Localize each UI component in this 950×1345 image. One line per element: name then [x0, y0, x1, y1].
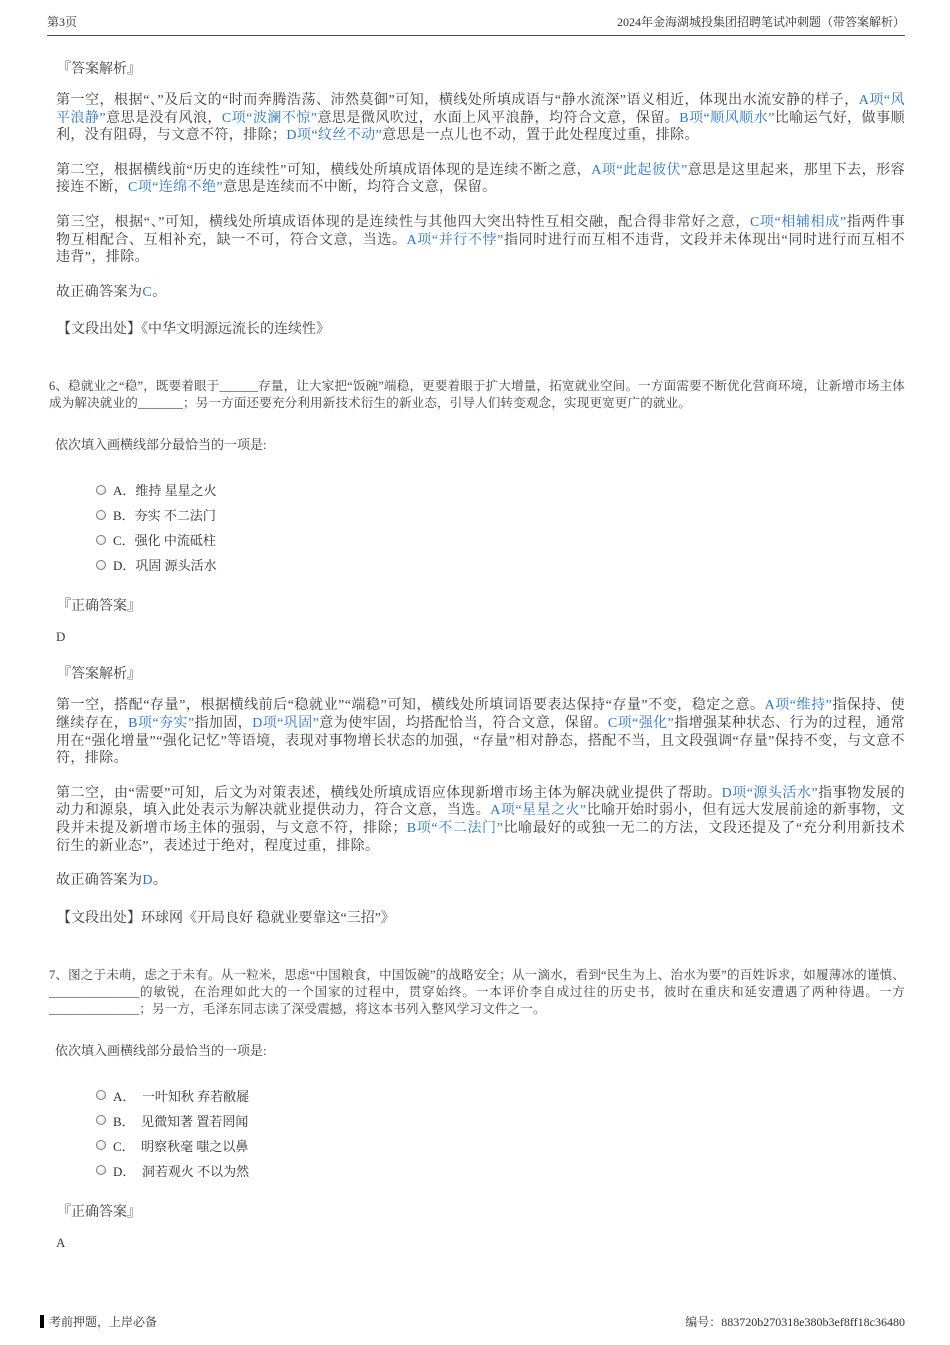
accent-text: C项“相辅相成” — [749, 214, 847, 230]
footer-bar-icon — [40, 1315, 44, 1328]
accent-text: A项“风平浪静” — [56, 93, 905, 126]
text-run: 意为使牢固，均搭配恰当，符合文意，保留。 — [319, 715, 608, 731]
analysis-q6-blank2 — [47, 785, 905, 855]
text-run: 意思是连续而不中断，均符合文意，保留。 — [222, 180, 497, 196]
text-run: 。 — [152, 873, 168, 889]
accent-text: C项“波澜不惊” — [221, 110, 318, 126]
question-6-prompt — [47, 434, 905, 453]
text-run: 指增强某种状态、行为的过程，通常用在“强化增量”“强化记忆”等语境，表现对事物增长状态的加强，“存量”相对静态，搭配不当，且文段强调“存量”保持不变，与文意不符，排除。 — [56, 715, 906, 767]
analysis-q5-blank2 — [47, 162, 905, 197]
radio-icon[interactable] — [96, 510, 106, 520]
accent-text: D — [142, 873, 153, 889]
accent-text: B项“顺风顺水” — [679, 110, 775, 126]
question-7-options — [47, 1083, 905, 1183]
text-run: 依次填入画横线部分最恰当的一项是: — [55, 1042, 267, 1058]
text-run: 。 — [152, 284, 167, 300]
page-footer — [40, 1313, 905, 1330]
radio-icon[interactable] — [96, 1090, 106, 1100]
text-run: 【文段出处】《中华文明源远流长的连续性》 — [57, 322, 330, 338]
question-6-options — [47, 477, 905, 577]
accent-text: D项“巩固” — [252, 715, 320, 731]
source-q5 — [47, 318, 905, 338]
document-body — [0, 36, 950, 1251]
footer-slogan — [40, 1313, 157, 1330]
option-A[interactable] — [96, 1083, 905, 1108]
option-label: C． 明察秋毫 嗤之以鼻 — [113, 1138, 249, 1154]
option-label: C．强化 中流砥柱 — [113, 533, 216, 549]
text-run: 比喻运气好，做事顺利，没有阻碍，与文意不符，排除； — [56, 110, 906, 144]
accent-text: C项“强化” — [607, 715, 675, 731]
radio-icon[interactable] — [96, 535, 106, 545]
text-run: 依次填入画横线部分最恰当的一项是: — [55, 437, 267, 453]
text-run: 第一空，搭配“存量”，根据横线前后“稳就业”“端稳”可知，横线处所填词语要表达保持“存量”不变，稳定之意。 — [56, 698, 765, 714]
text-run: 意思是这里起来，那里下去，形容接连不断， — [56, 162, 905, 196]
correct-answer-label-q6 — [47, 595, 905, 615]
accent-text: A项“此起彼伏” — [591, 162, 688, 178]
option-C[interactable] — [96, 527, 905, 552]
text-run: 比喻最好的或独一无二的方法，文段还提及了“充分利用新技术衍生的新业态”，表述过于绝对，程度过重，排除。 — [56, 820, 906, 854]
accent-text: A项“并行不悖” — [406, 232, 504, 248]
document-serial: 编号：883720b270318e380b3ef8ff18c36480 — [685, 1315, 905, 1329]
text-run: 第三空，根据“、”可知，横线处所填成语体现的是连续性与其他四大突出特性互相交融，配合得非常好之意， — [56, 214, 750, 230]
text-run: 『答案解析』 — [57, 667, 141, 683]
text-run: 指同时进行而互相不违背，文段并未体现出“同时进行而互相不违背”，排除。 — [56, 232, 905, 266]
source-q6 — [47, 907, 905, 927]
text-run: A — [56, 1234, 66, 1250]
page-header — [0, 0, 950, 36]
conclusion-q5 — [47, 284, 905, 302]
analysis-label-q6 — [47, 663, 905, 683]
correct-answer-q7 — [47, 1235, 905, 1251]
option-B[interactable] — [96, 1108, 905, 1133]
analysis-q6-blank1 — [47, 697, 905, 767]
footer-slogan-text: 考前押题，上岸必备 — [49, 1315, 158, 1329]
text-run: 第一空，根据“、”及后文的“时而奔腾浩荡、沛然莫御”可知，横线处所填成语与“静水流深”语义相近，体现出水流安静的样子， — [56, 93, 859, 108]
option-A[interactable] — [96, 477, 905, 502]
radio-icon[interactable] — [96, 560, 106, 570]
text-run: 7、图之于未萌，虑之于未有。从一粒米，思虑“中国粮食，中国饭碗”的战略安全；从一滴水，看到“民生为上、治水为要”的百姓诉求，如履薄冰的谨慎、______________的敏锐，在治理如此大的一个国家的过程中，贯穿始终。一本评价李自成过往的历史书，彼时在重庆和延安遭遇了两种待遇。一方______________；另一方，毛泽东同志读了深受震撼，将这本书列入整风学习文件之一。 — [49, 967, 905, 1016]
text-run: 意思是一点儿也不动，置于此处程度过重，排除。 — [382, 128, 699, 144]
text-run: 第二空，根据横线前“历史的连续性”可知，横线处所填成语体现的是连续不断之意， — [56, 162, 592, 178]
text-run: D — [56, 629, 66, 645]
text-run: 指加固， — [194, 715, 253, 731]
option-B[interactable] — [96, 502, 905, 527]
text-run: 意思是微风吹过，水面上风平浪静，均符合文意，保留。 — [317, 110, 680, 126]
accent-text: D项“纹丝不动” — [286, 128, 383, 144]
option-label: B． 见微知著 置若罔闻 — [113, 1113, 249, 1129]
radio-icon[interactable] — [96, 485, 106, 495]
conclusion-q6 — [47, 872, 905, 890]
text-run: 比喻开始时弱小，但有远大发展前途的新事物，文段并未提及新增市场主体的强弱，与文意不符，排除； — [56, 803, 905, 836]
document-title: 2024年金海湖城投集团招聘笔试冲刺题（带答案解析） — [616, 15, 905, 29]
accent-text: B项“不二法门” — [406, 820, 504, 836]
question-6-stem — [47, 378, 905, 412]
option-D[interactable] — [96, 1158, 905, 1183]
question-7-prompt — [47, 1040, 905, 1059]
option-label: D． 洞若观火 不以为然 — [113, 1163, 250, 1179]
text-run: 『正确答案』 — [57, 599, 141, 615]
option-label: B．夯实 不二法门 — [113, 508, 216, 524]
correct-answer-label-q7 — [47, 1201, 905, 1221]
option-label: D．巩固 源头活水 — [113, 558, 217, 574]
text-run: 故正确答案为 — [56, 873, 143, 889]
text-run: 指事物发展的动力和源泉，填入此处表示为解决就业提供动力，符合文意，当选。 — [56, 785, 905, 819]
question-7-stem — [47, 967, 905, 1018]
text-run: 指保持、使继续存在， — [56, 698, 905, 731]
text-run: 『正确答案』 — [57, 1204, 141, 1220]
option-C[interactable] — [96, 1133, 905, 1158]
text-run: 指两件事物互相配合、互相补充，缺一不可，符合文意，当选。 — [56, 214, 905, 248]
page-number: 第3页 — [47, 15, 78, 29]
text-run: 【文段出处】环球网《开局良好 稳就业要靠这“三招”》 — [57, 910, 395, 926]
correct-answer-q6 — [47, 629, 905, 645]
text-run: 『答案解析』 — [57, 62, 141, 77]
accent-text: C项“连绵不绝” — [128, 180, 223, 196]
analysis-q5-blank3 — [47, 214, 905, 267]
option-label: A．维持 星星之火 — [113, 483, 217, 499]
accent-text: C — [142, 284, 153, 300]
option-D[interactable] — [96, 552, 905, 577]
accent-text: B项“夯实” — [128, 715, 195, 731]
analysis-label-q5 — [47, 58, 905, 78]
accent-text: A项“维持” — [764, 698, 833, 714]
option-label: A． 一叶知秋 弃若敝屣 — [113, 1088, 250, 1104]
radio-icon[interactable] — [96, 1115, 106, 1125]
analysis-q5-blank1 — [47, 92, 905, 145]
radio-icon[interactable] — [96, 1165, 106, 1175]
text-run: 意思是没有风浪， — [106, 110, 222, 126]
accent-text: D项“源头活水” — [721, 785, 819, 801]
accent-text: A项“星星之火” — [490, 803, 587, 819]
text-run: 6、稳就业之“稳”，既要着眼于______存量，让大家把“饭碗”端稳，更要着眼于扩大增量，拓宽就业空间。一方面需要不断优化营商环境，让新增市场主体成为解决就业的_______；另一方面还要充分利用新技术衍生的新业态，引导人们转变观念，实现更宽更广的就业。 — [49, 379, 905, 411]
header-rule — [47, 13, 905, 36]
text-run: 故正确答案为 — [56, 284, 143, 300]
text-run: 第二空，由“需要”可知，后文为对策表述，横线处所填成语应体现新增市场主体为解决就业提供了帮助。 — [56, 785, 722, 801]
radio-icon[interactable] — [96, 1140, 106, 1150]
